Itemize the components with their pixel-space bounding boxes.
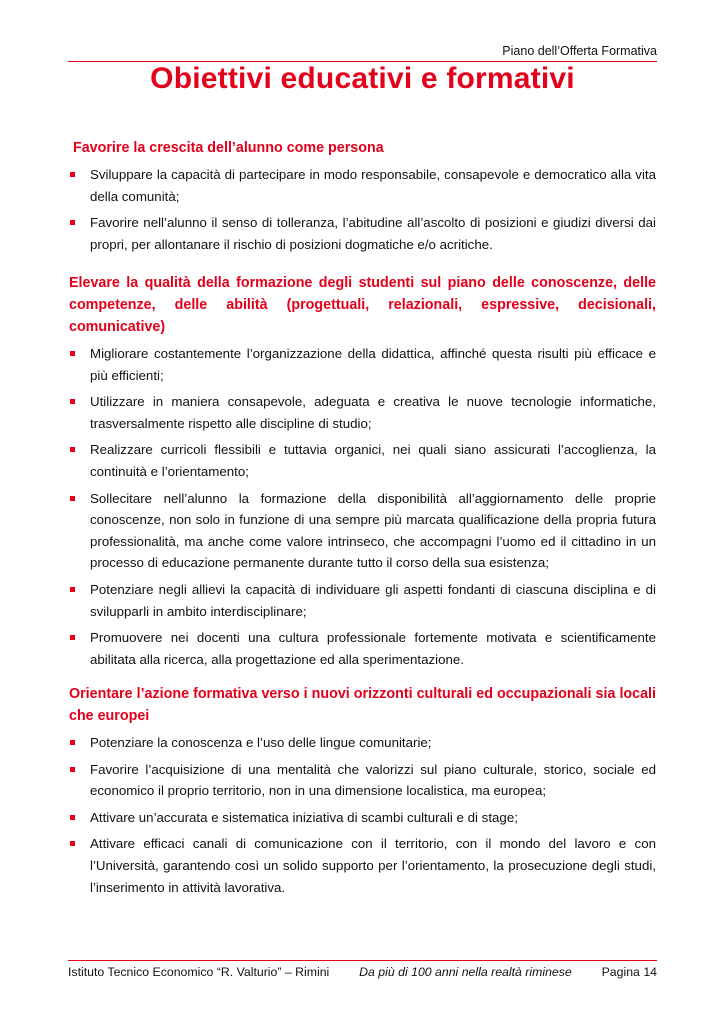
- list-item-text: Favorire l’acquisizione di una mentalità che valorizzi sul piano culturale, storico, sociale ed economico il proprio territorio, non in una dimensione localistica, ma europea;: [90, 761, 656, 799]
- list-item: [69, 343, 656, 386]
- list-item-text: Sollecitare nell’alunno la formazione della disponibilità all’aggiornamento delle proprie conoscenze, non solo in funzione di una sempre più marcata qualificazione della propria futura professionalità, ma anche come valore intrinseco, che accompagni l’uomo ed il cittadino in un processo di educazione permanente durante tutto il corso della sua esistenza;: [90, 490, 656, 571]
- page-title: Obiettivi educativi e formativi: [150, 62, 575, 95]
- footer-institute: Istituto Tecnico Economico “R. Valturio” – Rimini: [68, 965, 330, 979]
- square-bullet-icon: [70, 587, 75, 592]
- square-bullet-icon: [70, 767, 75, 772]
- bullet-list: [69, 164, 656, 255]
- footer-divider: [68, 960, 657, 961]
- list-item: [69, 627, 656, 670]
- square-bullet-icon: [70, 447, 75, 452]
- list-item-text: Attivare efficaci canali di comunicazione con il territorio, con il mondo del lavoro e con l’Università, garantendo così un solido supporto per l’orientamento, la prosecuzione degli studi, l’inserimento in attività lavorativa.: [90, 836, 656, 895]
- list-item-text: Sviluppare la capacità di partecipare in modo responsabile, consapevole e democratico alla vita della comunità;: [90, 167, 656, 204]
- list-item-text: Migliorare costantemente l’organizzazione della didattica, affinché questa risulti più efficace e più efficienti;: [90, 346, 656, 383]
- list-item: [69, 759, 656, 802]
- square-bullet-icon: [70, 635, 75, 640]
- bullet-list: [69, 732, 656, 898]
- list-item: [69, 212, 656, 255]
- list-item-text: Realizzare curricoli flessibili e tuttavia organici, nei quali siano assicurati l’accoglienza, la continuità e l’orientamento;: [90, 442, 656, 479]
- list-item: [69, 732, 656, 754]
- section-title: Favorire la crescita dell’alunno come persona: [69, 140, 384, 156]
- list-item-text: Potenziare negli allievi la capacità di individuare gli aspetti fondanti di ciascuna disciplina e di svilupparli in ambito interdisciplinare;: [90, 581, 656, 619]
- section-title: Elevare la qualità della formazione degli studenti sul piano delle conoscenze, delle competenze, delle abilità (progettuali, relazionali, espressive, decisionali, comunicative): [69, 275, 656, 335]
- list-item: [69, 579, 656, 622]
- footer-motto: Da più di 100 anni nella realtà riminese: [359, 965, 572, 979]
- list-item-text: Potenziare la conoscenza e l’uso delle lingue comunitarie;: [90, 735, 432, 750]
- list-item: [69, 391, 656, 434]
- list-item: [69, 164, 656, 207]
- page-number: Pagina 14: [601, 965, 657, 979]
- square-bullet-icon: [70, 351, 75, 356]
- list-item: [69, 833, 656, 898]
- square-bullet-icon: [70, 220, 75, 225]
- bullet-list: [69, 343, 656, 670]
- list-item-text: Favorire nell’alunno il senso di tolleranza, l’abitudine all’ascolto di posizioni e giudizi diversi dai propri, per allontanare il rischio di posizioni dogmatiche e/o acritiche.: [90, 215, 656, 252]
- running-header: Piano dell’Offerta Formativa: [502, 44, 657, 58]
- list-item-text: Attivare un’accurata e sistematica iniziativa di scambi culturali e di stage;: [90, 809, 518, 825]
- list-item: [69, 439, 656, 482]
- square-bullet-icon: [70, 496, 75, 501]
- square-bullet-icon: [70, 172, 75, 177]
- section-title: Orientare l’azione formativa verso i nuovi orizzonti culturali ed occupazionali sia locali che europei: [69, 686, 656, 724]
- list-item-text: Utilizzare in maniera consapevole, adeguata e creativa le nuove tecnologie informatiche, trasversalmente rispetto alle discipline di studio;: [90, 394, 656, 431]
- square-bullet-icon: [70, 841, 75, 846]
- list-item: [69, 807, 656, 829]
- square-bullet-icon: [70, 815, 75, 820]
- square-bullet-icon: [70, 740, 75, 745]
- page-footer: [68, 965, 657, 979]
- section-education-quality: [69, 272, 656, 670]
- square-bullet-icon: [70, 399, 75, 404]
- section-personal-growth: [69, 137, 656, 255]
- list-item: [69, 488, 656, 574]
- list-item-text: Promuovere nei docenti una cultura professionale fortemente motivata e scientificamente abilitata alla ricerca, alla progettazione ed alla sperimentazione.: [90, 630, 656, 667]
- section-cultural-horizons: [69, 683, 656, 898]
